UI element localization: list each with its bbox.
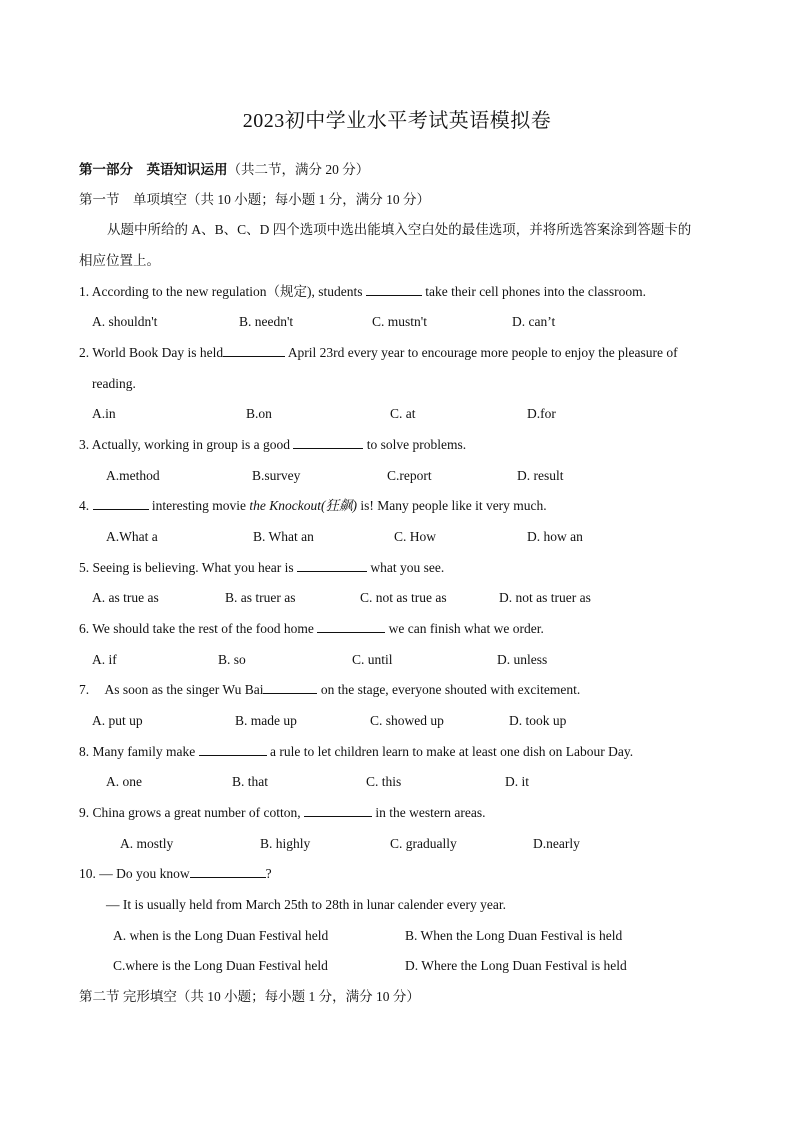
option-c: C. not as true as	[360, 590, 447, 605]
instruction-line-2: 相应位置上。	[79, 253, 160, 268]
question-stem-before: China grows a great number of cotton,	[92, 805, 301, 820]
option-d: D. result	[517, 468, 564, 483]
option-d: D. can’t	[512, 314, 556, 329]
answer-blank	[317, 620, 385, 633]
question-7	[79, 681, 580, 699]
question-stem-before: Many family make	[92, 744, 196, 759]
option-b: B. that	[232, 774, 268, 789]
answer-blank	[366, 283, 422, 296]
option-c: C. How	[394, 529, 437, 544]
option-a: A. as true as	[92, 590, 159, 605]
answer-blank	[304, 804, 372, 817]
question-5	[79, 559, 444, 577]
option-d: D.for	[527, 406, 556, 421]
option-c: C.report	[387, 468, 432, 483]
answer-blank	[190, 865, 266, 878]
option-c: C. at	[390, 406, 416, 421]
option-a: A. one	[106, 774, 142, 789]
question-4	[79, 497, 547, 515]
option-d: D. Where the Long Duan Festival is held	[405, 958, 627, 973]
question-stem-after: in the western areas.	[375, 805, 486, 820]
question-stem-before: Seeing is believing. What you hear is	[92, 560, 294, 575]
option-b: B.survey	[252, 468, 301, 483]
question-number: 2.	[79, 345, 90, 360]
question-stem-after: ?	[265, 866, 272, 881]
question-8	[79, 743, 633, 761]
option-b: B. When the Long Duan Festival is held	[405, 928, 623, 943]
question-stem-after: to solve problems.	[366, 437, 467, 452]
question-10	[79, 865, 272, 883]
exam-title: 2023初中学业水平考试英语模拟卷	[242, 110, 552, 132]
option-d: D. took up	[509, 713, 567, 728]
answer-blank	[263, 681, 317, 694]
question-stem-before: — Do you know	[99, 866, 190, 881]
question-number: 6.	[79, 621, 90, 636]
question-number: 10.	[79, 866, 96, 881]
section1-heading: 第一节 单项填空（共 10 小题；每小题 1 分，满分 10 分）	[79, 192, 430, 207]
option-c: C. until	[352, 652, 393, 667]
option-a: A. if	[92, 652, 117, 667]
option-c: C. showed up	[370, 713, 444, 728]
option-b: B. needn't	[239, 314, 294, 329]
question-10-answer-line: — It is usually held from March 25th to 28th in lunar calender every year.	[106, 897, 507, 912]
option-b: B. What an	[253, 529, 314, 544]
option-b: B. as truer as	[225, 590, 296, 605]
option-d: D. not as truer as	[499, 590, 591, 605]
question-stem-before: World Book Day is held	[92, 345, 224, 360]
answer-blank	[297, 559, 367, 572]
option-d: D. how an	[527, 529, 583, 544]
answer-blank	[293, 436, 363, 449]
question-3	[79, 436, 466, 454]
part1-heading-rest: （共二节，满分 20 分）	[227, 162, 370, 177]
option-b: B. made up	[235, 713, 297, 728]
part1-heading-bold: 第一部分 英语知识运用	[79, 162, 228, 177]
question-stem-end: is! Many people like it very much.	[360, 498, 547, 513]
question-2-continuation: reading.	[92, 376, 136, 391]
question-number: 1.	[79, 284, 90, 299]
option-d: D.nearly	[533, 836, 580, 851]
part1-heading	[79, 161, 369, 179]
option-d: D. it	[505, 774, 530, 789]
question-stem-before: According to the new regulation（规定), students	[91, 284, 363, 299]
question-2	[79, 344, 678, 362]
question-stem-after: a rule to let children learn to make at least one dish on Labour Day.	[269, 744, 634, 759]
option-b: B. highly	[260, 836, 311, 851]
question-stem-after: on the stage, everyone shouted with excitement.	[320, 682, 581, 697]
question-number: 7.	[79, 682, 90, 697]
question-number: 5.	[79, 560, 90, 575]
option-a: A. mostly	[120, 836, 174, 851]
option-c: C. mustn't	[372, 314, 427, 329]
option-b: B.on	[246, 406, 272, 421]
answer-blank	[223, 344, 285, 357]
question-1	[79, 283, 646, 301]
answer-blank	[93, 497, 149, 510]
question-stem-after: April 23rd every year to encourage more people to enjoy the pleasure of	[287, 345, 678, 360]
option-a: A. when is the Long Duan Festival held	[113, 928, 329, 943]
question-stem-after: interesting movie	[151, 498, 246, 513]
option-b: B. so	[218, 652, 246, 667]
question-stem-before: As soon as the singer Wu Bai	[104, 682, 264, 697]
movie-title: the Knockout(狂飙)	[249, 498, 357, 513]
question-stem-before: Actually, working in group is a good	[91, 437, 290, 452]
question-stem-after: we can finish what we order.	[388, 621, 544, 636]
option-c: C.where is the Long Duan Festival held	[113, 958, 328, 973]
option-a: A. shouldn't	[92, 314, 158, 329]
question-number: 4.	[79, 498, 90, 513]
option-a: A.What a	[106, 529, 158, 544]
option-a: A. put up	[92, 713, 143, 728]
option-c: C. this	[366, 774, 402, 789]
section2-heading: 第二节 完形填空（共 10 小题；每小题 1 分，满分 10 分）	[79, 989, 420, 1004]
question-6	[79, 620, 544, 638]
instruction-line-1: 从题中所给的 A、B、C、D 四个选项中选出能填入空白处的最佳选项，并将所选答案涂到答题卡的	[107, 222, 692, 237]
question-stem-after: take their cell phones into the classroom.	[425, 284, 647, 299]
option-a: A.in	[92, 406, 116, 421]
option-d: D. unless	[497, 652, 548, 667]
question-number: 8.	[79, 744, 90, 759]
question-number: 9.	[79, 805, 90, 820]
option-a: A.method	[106, 468, 160, 483]
question-9	[79, 804, 486, 822]
option-c: C. gradually	[390, 836, 457, 851]
question-number: 3.	[79, 437, 90, 452]
answer-blank	[199, 743, 267, 756]
question-stem-before: We should take the rest of the food home	[92, 621, 314, 636]
question-stem-after: what you see.	[370, 560, 445, 575]
